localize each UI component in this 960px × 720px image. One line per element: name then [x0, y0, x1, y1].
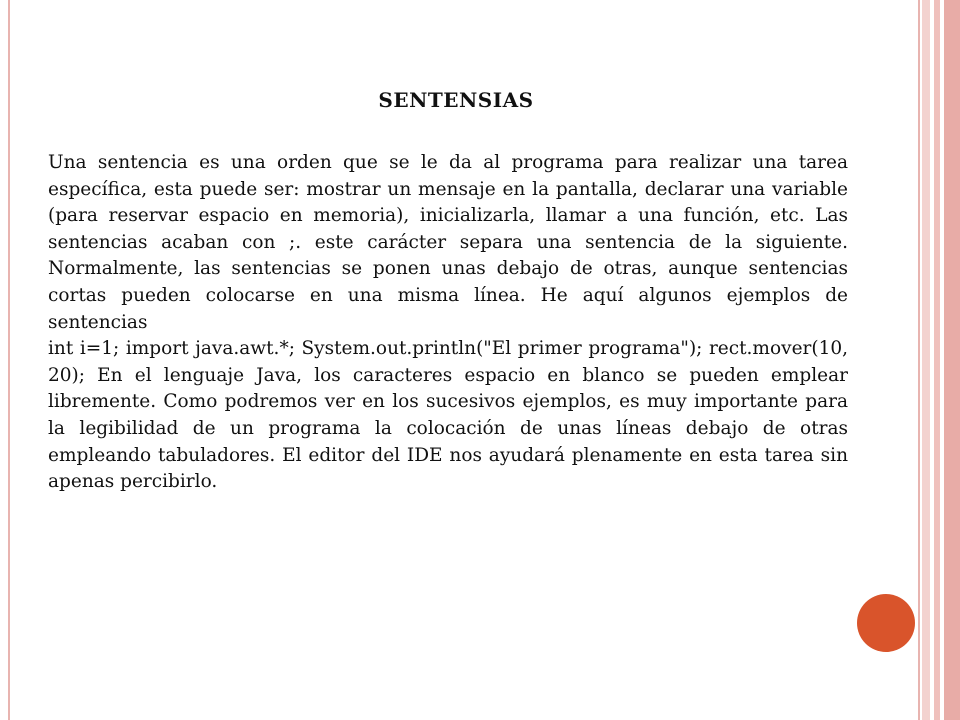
decorative-stripe: [944, 0, 960, 720]
slide-title: SENTENSIAS: [378, 88, 534, 112]
decorative-circle: [857, 594, 915, 652]
decorative-stripe: [922, 0, 930, 720]
body-paragraph: Una sentencia es una orden que se le da al programa para realizar una tarea específica, esta puede ser: mostrar un mensaje en la pantalla, declarar una variable (para reservar espacio en memoria), inicializarla, llamar a una función, etc. Las sentencias acaban con ;. este carácter separa una sentencia de la siguiente. Normalmente, las sentencias se ponen unas debajo de otras, aunque sentencias cortas pueden colocarse en una misma línea. He aquí algunos ejemplos de sentencias: [48, 152, 848, 333]
body-paragraph: int i=1; import java.awt.*; System.out.println("El primer programa"); rect.mover(10, 20); En el lenguaje Java, los caracteres espacio en blanco se pueden emplear libremente. Como podremos ver en los sucesivos ejemplos, es muy importante para la legibilidad de un programa la colocación de unas líneas debajo de otras empleando tabuladores. El editor del IDE nos ayudará plenamente en esta tarea sin apenas percibirlo.: [48, 338, 848, 493]
slide-body: [48, 150, 848, 496]
